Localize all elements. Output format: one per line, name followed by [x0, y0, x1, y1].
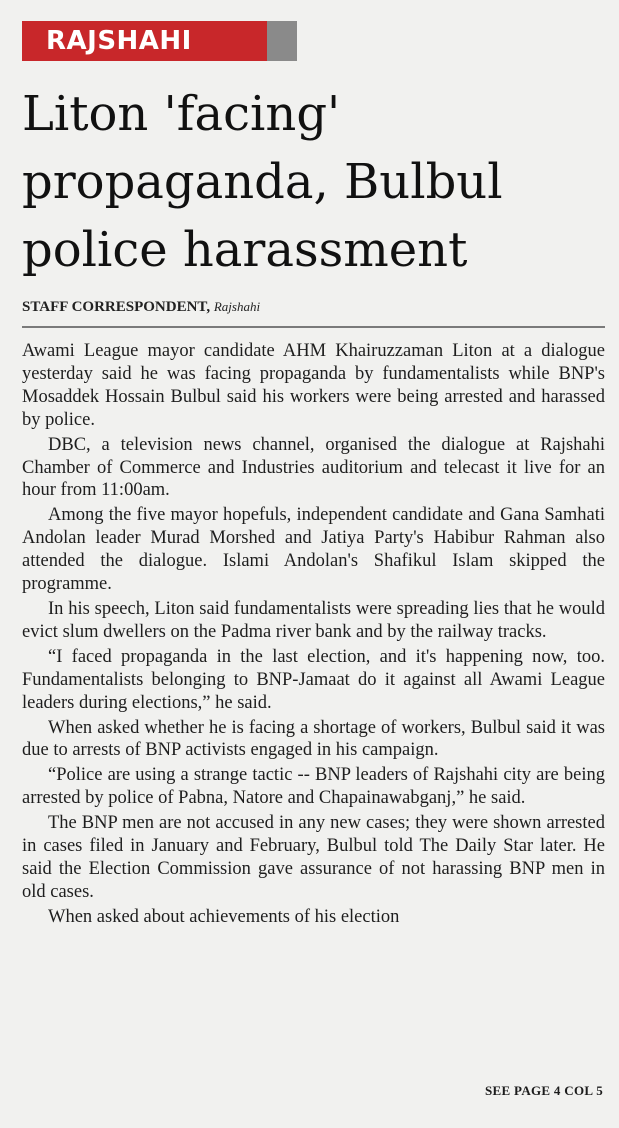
byline [22, 299, 260, 316]
headline-line-2: propaganda, Bulbul [22, 154, 503, 210]
paragraph: In his speech, Liton said fundamentalists were spreading lies that he would evict slum dwellers on the Padma river bank and by the railway tracks. [22, 598, 605, 642]
paragraph: Among the five mayor hopefuls, independent candidate and Gana Samhati Andolan leader Murad Morshed and Jatiya Party's Habibur Rahman also attended the dialogue. Islami Andolan's Shafikul Islam skipped the programme. [22, 505, 605, 595]
continued-jump-line: SEE PAGE 4 COL 5 [485, 1083, 603, 1098]
byline-place: Rajshahi [213, 299, 261, 314]
paragraph: The BNP men are not accused in any new cases; they were shown arrested in cases filed in January and February, Bulbul told The Daily Star later. He said the Election Commission gave assurance of not harassing BNP men in old cases. [22, 813, 605, 902]
article-body [22, 340, 605, 931]
paragraph: When asked whether he is facing a shortage of workers, Bulbul said it was due to arrests of BNP activists engaged in his campaign. [22, 717, 605, 761]
byline-divider [22, 326, 605, 328]
paragraph: “Police are using a strange tactic -- BNP leaders of Rajshahi city are being arrested by police of Pabna, Natore and Chapainawabganj,” he said. [22, 765, 605, 809]
section-tag [22, 21, 297, 61]
byline-author: STAFF CORRESPONDENT, [22, 299, 211, 315]
paragraph: DBC, a television news channel, organised the dialogue at Rajshahi Chamber of Commerce and Industries auditorium and telecast it live for an hour from 11:00am. [22, 434, 605, 501]
paragraph: Awami League mayor candidate AHM Khairuzzaman Liton at a dialogue yesterday said he was facing propaganda by fundamentalists while BNP's Mosaddek Hossain Bulbul said his workers were being arrested and harassed by police. [22, 341, 605, 430]
paragraph: When asked about achievements of his election [48, 906, 400, 927]
headline-line-3: police harassment [22, 222, 468, 278]
headline-line-1: Liton 'facing' [22, 86, 341, 142]
section-tag-accent [267, 21, 297, 61]
paragraph: “I faced propaganda in the last election, and it's happening now, too. Fundamentalists belonging to BNP-Jamaat do it against all Awami League leaders during elections,” he said. [22, 646, 605, 713]
headline [22, 80, 612, 284]
section-label: RAJSHAHI [46, 26, 192, 56]
